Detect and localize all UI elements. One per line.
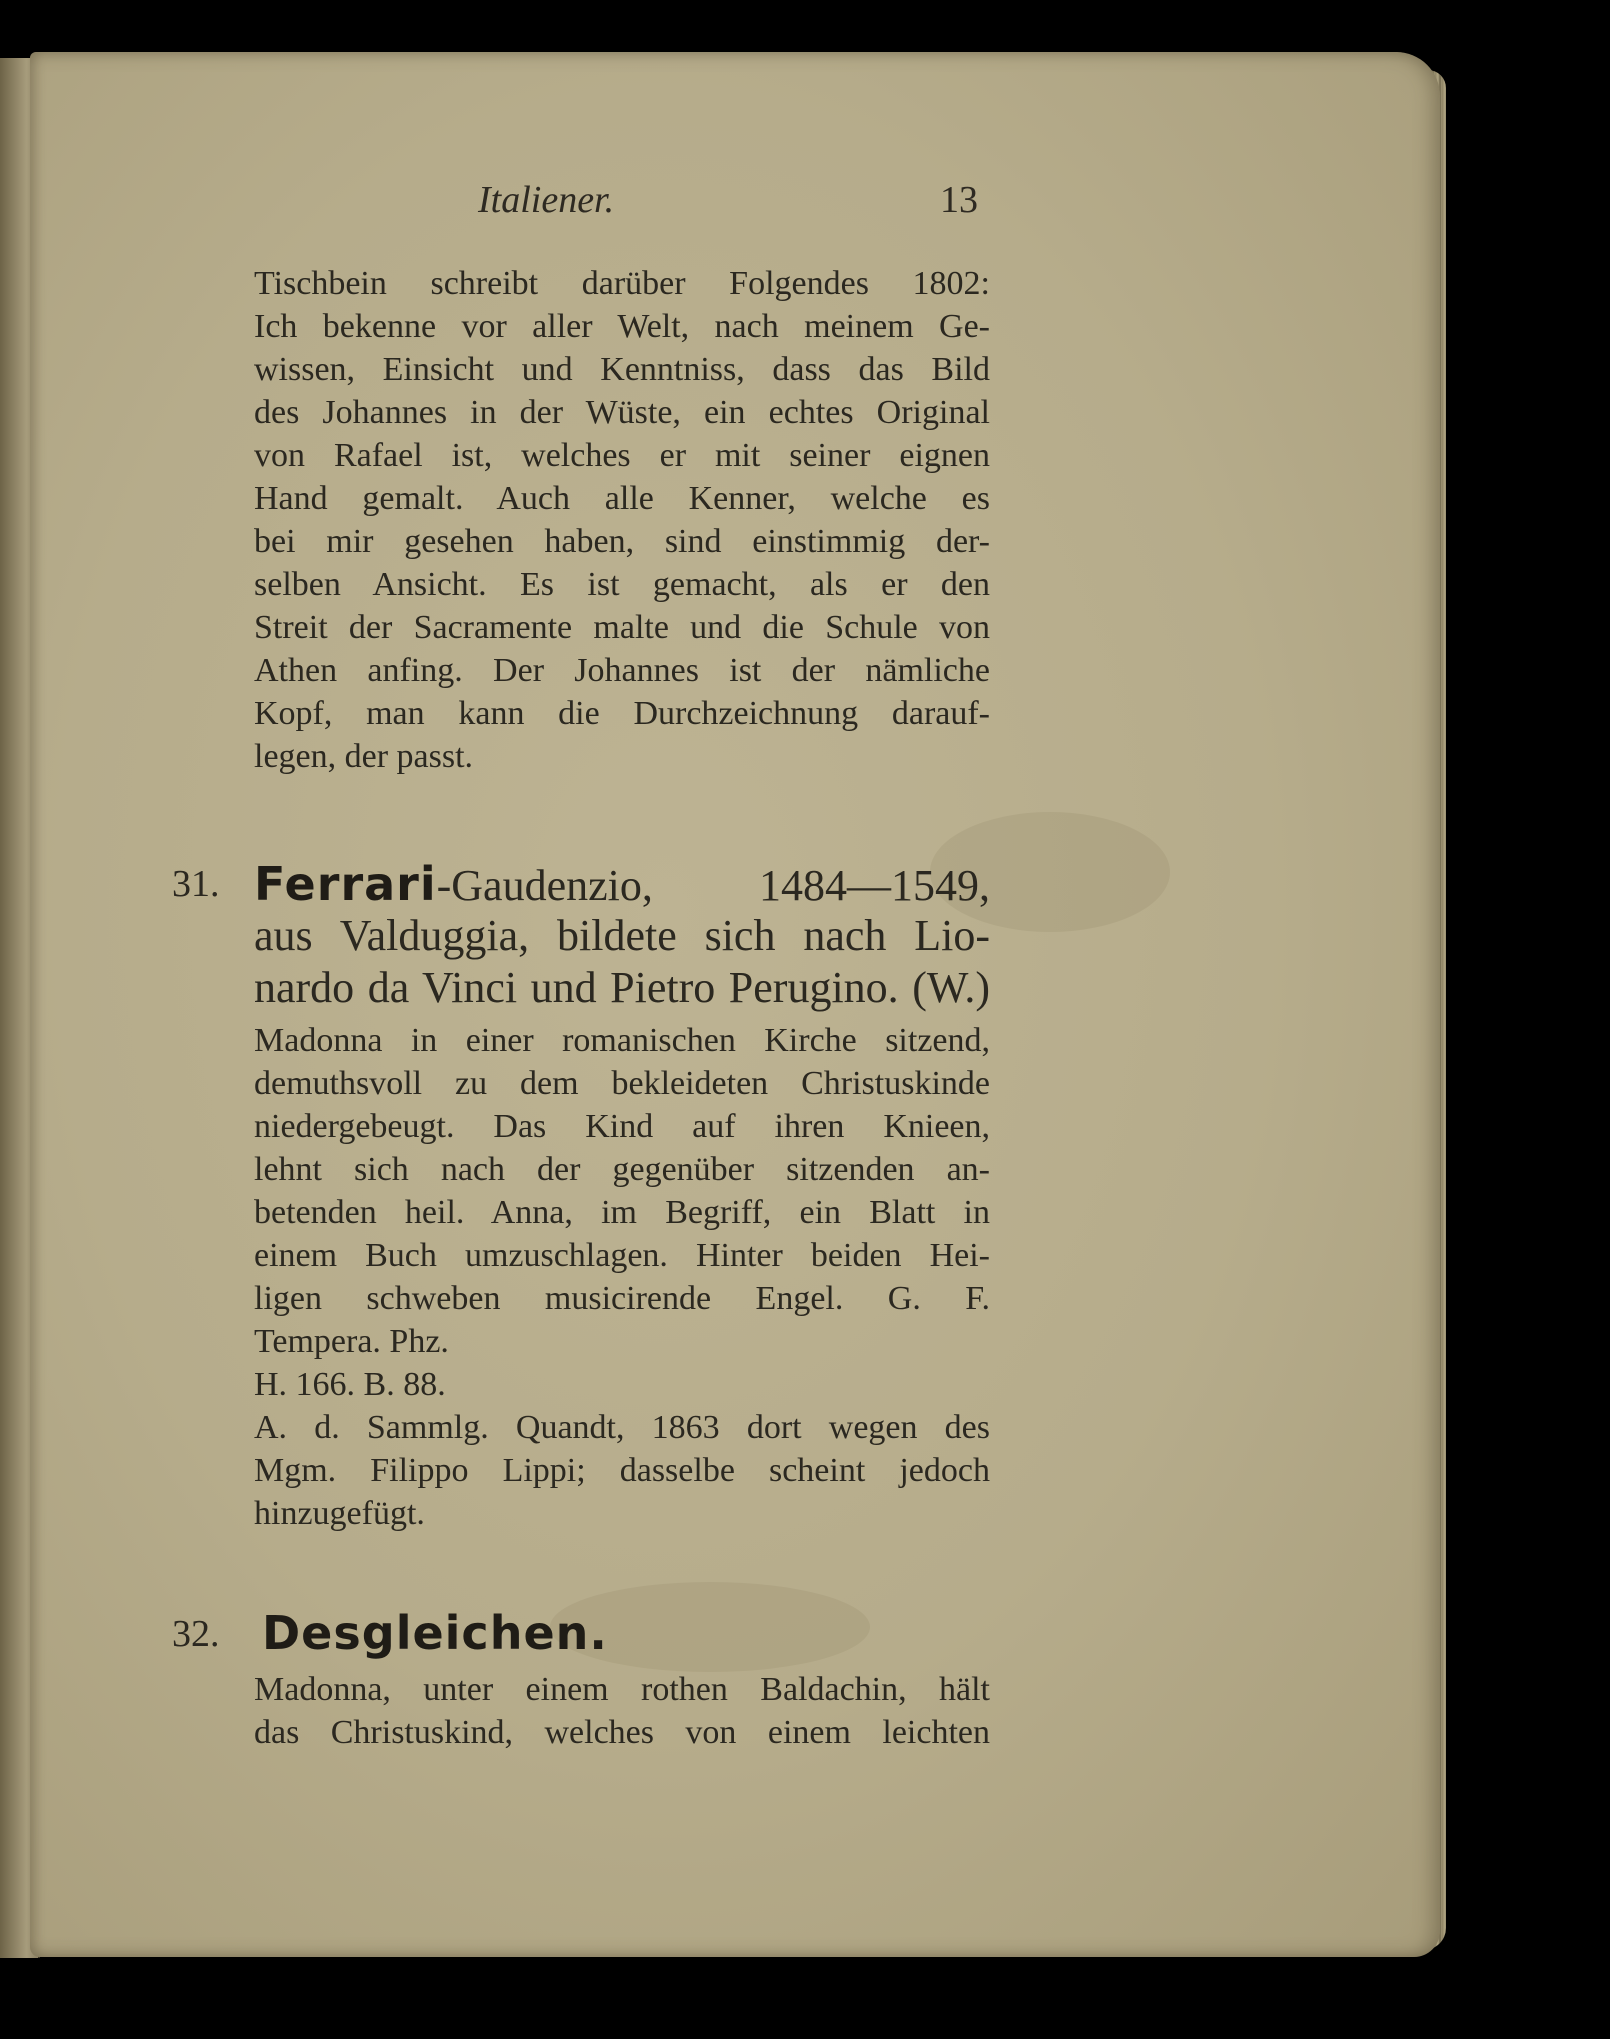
text-line: Hand gemalt. Auch alle Kenner, welche es <box>254 480 990 517</box>
text-line: selben Ansicht. Es ist gemacht, als er den <box>254 566 990 603</box>
text-line: einem Buch umzuschlagen. Hinter beiden Hei- <box>254 1237 990 1274</box>
text-line: ligen schweben musicirende Engel. G. F. <box>254 1280 990 1317</box>
text-line: demuthsvoll zu dem bekleideten Christuskinde <box>254 1065 990 1102</box>
running-header-title: Italiener. <box>478 179 615 221</box>
text-line: Athen anfing. Der Johannes ist der nämliche <box>254 652 990 689</box>
text-line: Madonna in einer romanischen Kirche sitzend, <box>254 1022 990 1059</box>
text-line: Madonna, unter einem rothen Baldachin, hält <box>254 1671 990 1708</box>
entry-number: 31. <box>172 863 220 905</box>
text-line: wissen, Einsicht und Kenntniss, dass das Bild <box>254 351 990 388</box>
page-number: 13 <box>940 179 978 221</box>
text-line: legen, der passt. <box>254 738 474 775</box>
text-line: Kopf, man kann die Durchzeichnung darauf- <box>254 695 990 732</box>
text-line: lehnt sich nach der gegenüber sitzenden an- <box>254 1151 990 1188</box>
text-line: Tempera. Phz. <box>254 1323 449 1360</box>
text-line: H. 166. B. 88. <box>254 1366 446 1403</box>
entry-heading-line <box>254 858 990 912</box>
text-line: von Rafael ist, welches er mit seiner eignen <box>254 437 990 474</box>
artist-details: -Gaudenzio, 1484—1549, <box>436 861 990 910</box>
text-line: A. d. Sammlg. Quandt, 1863 dort wegen des <box>254 1409 990 1446</box>
text-line: Streit der Sacramente malte und die Schule von <box>254 609 990 646</box>
text-line: bei mir gesehen haben, sind einstimmig der- <box>254 523 990 560</box>
text-line: hinzugefügt. <box>254 1495 425 1532</box>
entry-number: 32. <box>172 1613 220 1655</box>
text-line: betenden heil. Anna, im Begriff, ein Blatt in <box>254 1194 990 1231</box>
text-line: Tischbein schreibt darüber Folgendes 1802: <box>254 265 990 302</box>
entry-title: Desgleichen. <box>262 1606 608 1660</box>
text-line: des Johannes in der Wüste, ein echtes Original <box>254 394 990 431</box>
text-line: Ich bekenne vor aller Welt, nach meinem Ge- <box>254 308 990 345</box>
text-line: das Christuskind, welches von einem leichten <box>254 1714 990 1751</box>
text-line: Mgm. Filippo Lippi; dasselbe scheint jedoch <box>254 1452 990 1489</box>
text-line: niedergebeugt. Das Kind auf ihren Knieen, <box>254 1108 990 1145</box>
entry-heading-line: nardo da Vinci und Pietro Perugino. (W.) <box>254 963 990 1012</box>
artist-name: Ferrari <box>254 857 437 911</box>
entry-heading-line: aus Valduggia, bildete sich nach Lio- <box>254 911 990 960</box>
